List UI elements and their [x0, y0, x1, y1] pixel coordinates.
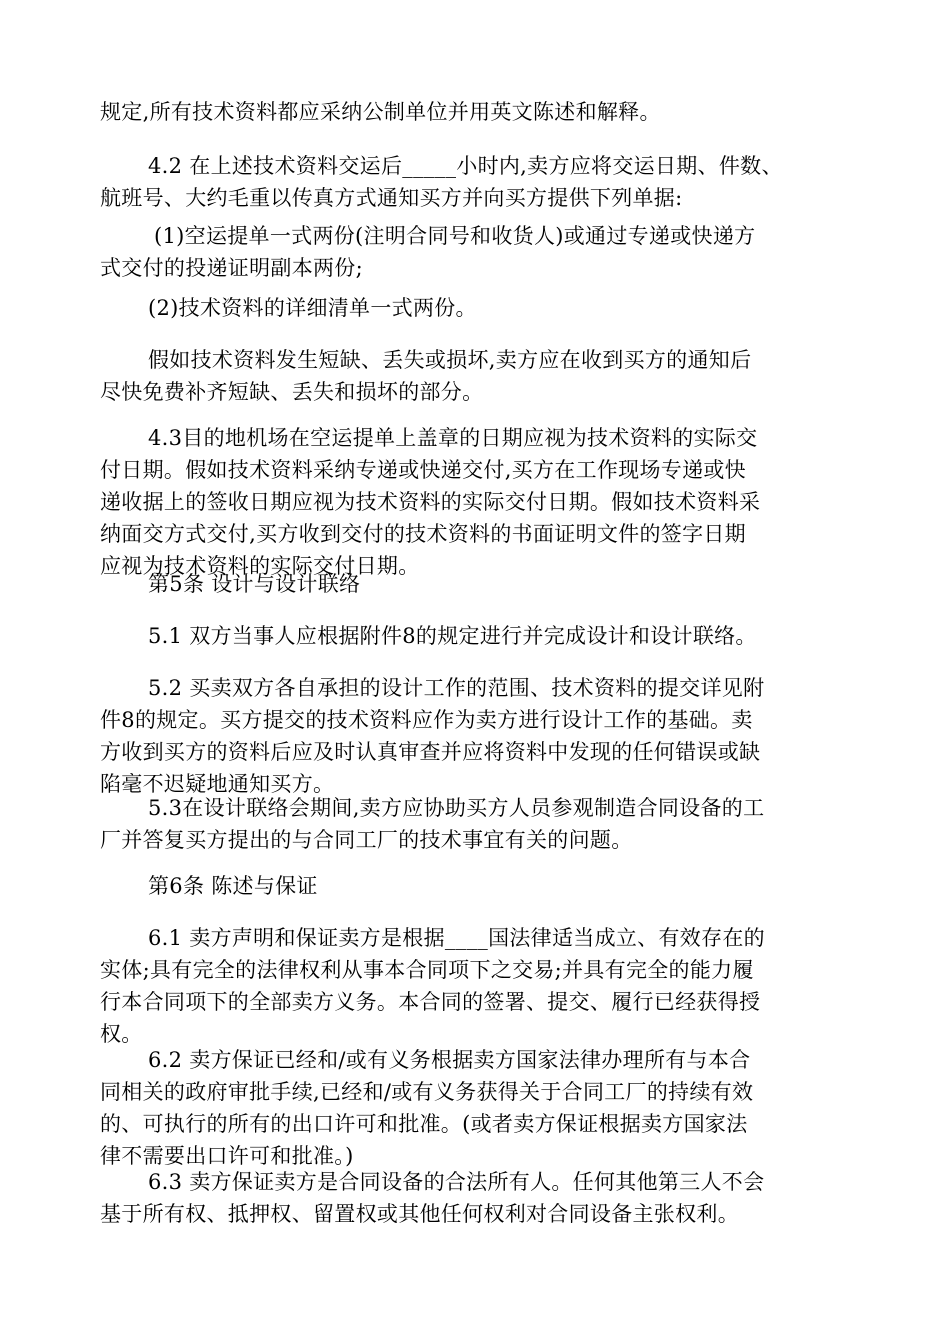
- text-line: 第5条 设计与设计联络: [148, 572, 361, 596]
- text-line: 5.3在设计联络会期间,卖方应协助买方人员参观制造合同设备的工: [148, 796, 765, 820]
- text-line: 第6条 陈述与保证: [148, 874, 318, 898]
- text-line: 厂并答复买方提出的与合同工厂的技术事宜有关的问题。: [100, 828, 633, 852]
- text-line: 方收到买方的资料后应及时认真审查并应将资料中发现的任何错误或缺: [100, 740, 761, 764]
- text-line: (1)空运提单一式两份(注明合同号和收货人)或通过专递或快递方: [154, 224, 756, 248]
- paragraph-5-3: [100, 792, 860, 856]
- text-line: 件8的规定。买方提交的技术资料应作为卖方进行设计工作的基础。卖: [100, 708, 753, 732]
- paragraph-4-2: [100, 150, 860, 214]
- text-line: 4.2 在上述技术资料交运后_____小时内,卖方应将交运日期、件数、: [148, 154, 783, 178]
- paragraph-item-1: [100, 220, 860, 284]
- text-line: 的、可执行的所有的出口许可和批准。(或者卖方保证根据卖方国家法: [100, 1112, 748, 1136]
- text-line: 律不需要出口许可和批准。): [100, 1144, 354, 1168]
- text-line: 6.1 卖方声明和保证卖方是根据____国法律适当成立、有效存在的: [148, 926, 765, 950]
- text-line: 5.2 买卖双方各自承担的设计工作的范围、技术资料的提交详见附: [148, 676, 765, 700]
- text-line: 尽快免费补齐短缺、丢失和损坏的部分。: [100, 380, 484, 404]
- text-line: 假如技术资料发生短缺、丢失或损坏,卖方应在收到买方的通知后: [148, 348, 752, 372]
- text-line: 付日期。假如技术资料采纳专递或快递交付,买方在工作现场专递或快: [100, 458, 746, 482]
- text-line: 6.3 卖方保证卖方是合同设备的合法所有人。任何其他第三人不会: [148, 1170, 765, 1194]
- text-line: 基于所有权、抵押权、留置权或其他任何权利对合同设备主张权利。: [100, 1202, 739, 1226]
- paragraph-4-3: [100, 422, 860, 582]
- text-line: 规定,所有技术资料都应采纳公制单位并用英文陈述和解释。: [100, 100, 661, 124]
- text-line: 陷毫不迟疑地通知买方。: [100, 772, 335, 796]
- paragraph-item-2: [100, 292, 860, 324]
- text-line: 应视为技术资料的实际交付日期。: [100, 554, 420, 578]
- text-line: 纳面交方式交付,买方收到交付的技术资料的书面证明文件的签字日期: [100, 522, 746, 546]
- text-line: 航班号、大约毛重以传真方式通知买方并向买方提供下列单据:: [100, 186, 683, 210]
- text-line: 6.2 卖方保证已经和/或有义务根据卖方国家法律办理所有与本合: [148, 1048, 751, 1072]
- text-line: 5.1 双方当事人应根据附件8的规定进行并完成设计和设计联络。: [148, 624, 757, 648]
- paragraph-5-1: [100, 620, 860, 652]
- paragraph-shortage: [100, 344, 860, 408]
- text-line: 实体;具有完全的法律权利从事本合同项下之交易;并具有完全的能力履: [100, 958, 754, 982]
- paragraph-6-2: [100, 1044, 860, 1172]
- text-line: 4.3目的地机场在空运提单上盖章的日期应视为技术资料的实际交: [148, 426, 758, 450]
- text-line: 同相关的政府审批手续,已经和/或有义务获得关于合同工厂的持续有效: [100, 1080, 754, 1104]
- text-line: 式交付的投递证明副本两份;: [100, 256, 363, 280]
- text-line: 权。: [100, 1022, 143, 1046]
- article-6-heading: [100, 870, 860, 902]
- text-line: 行本合同项下的全部卖方义务。本合同的签署、提交、履行已经获得授: [100, 990, 761, 1014]
- paragraph-6-1: [100, 922, 860, 1050]
- article-5-heading: [100, 568, 860, 600]
- paragraph-6-3: [100, 1166, 860, 1230]
- text-line: 递收据上的签收日期应视为技术资料的实际交付日期。假如技术资料采: [100, 490, 761, 514]
- text-line: (2)技术资料的详细清单一式两份。: [148, 296, 477, 320]
- paragraph-5-2: [100, 672, 860, 800]
- paragraph-continuation: [100, 96, 860, 128]
